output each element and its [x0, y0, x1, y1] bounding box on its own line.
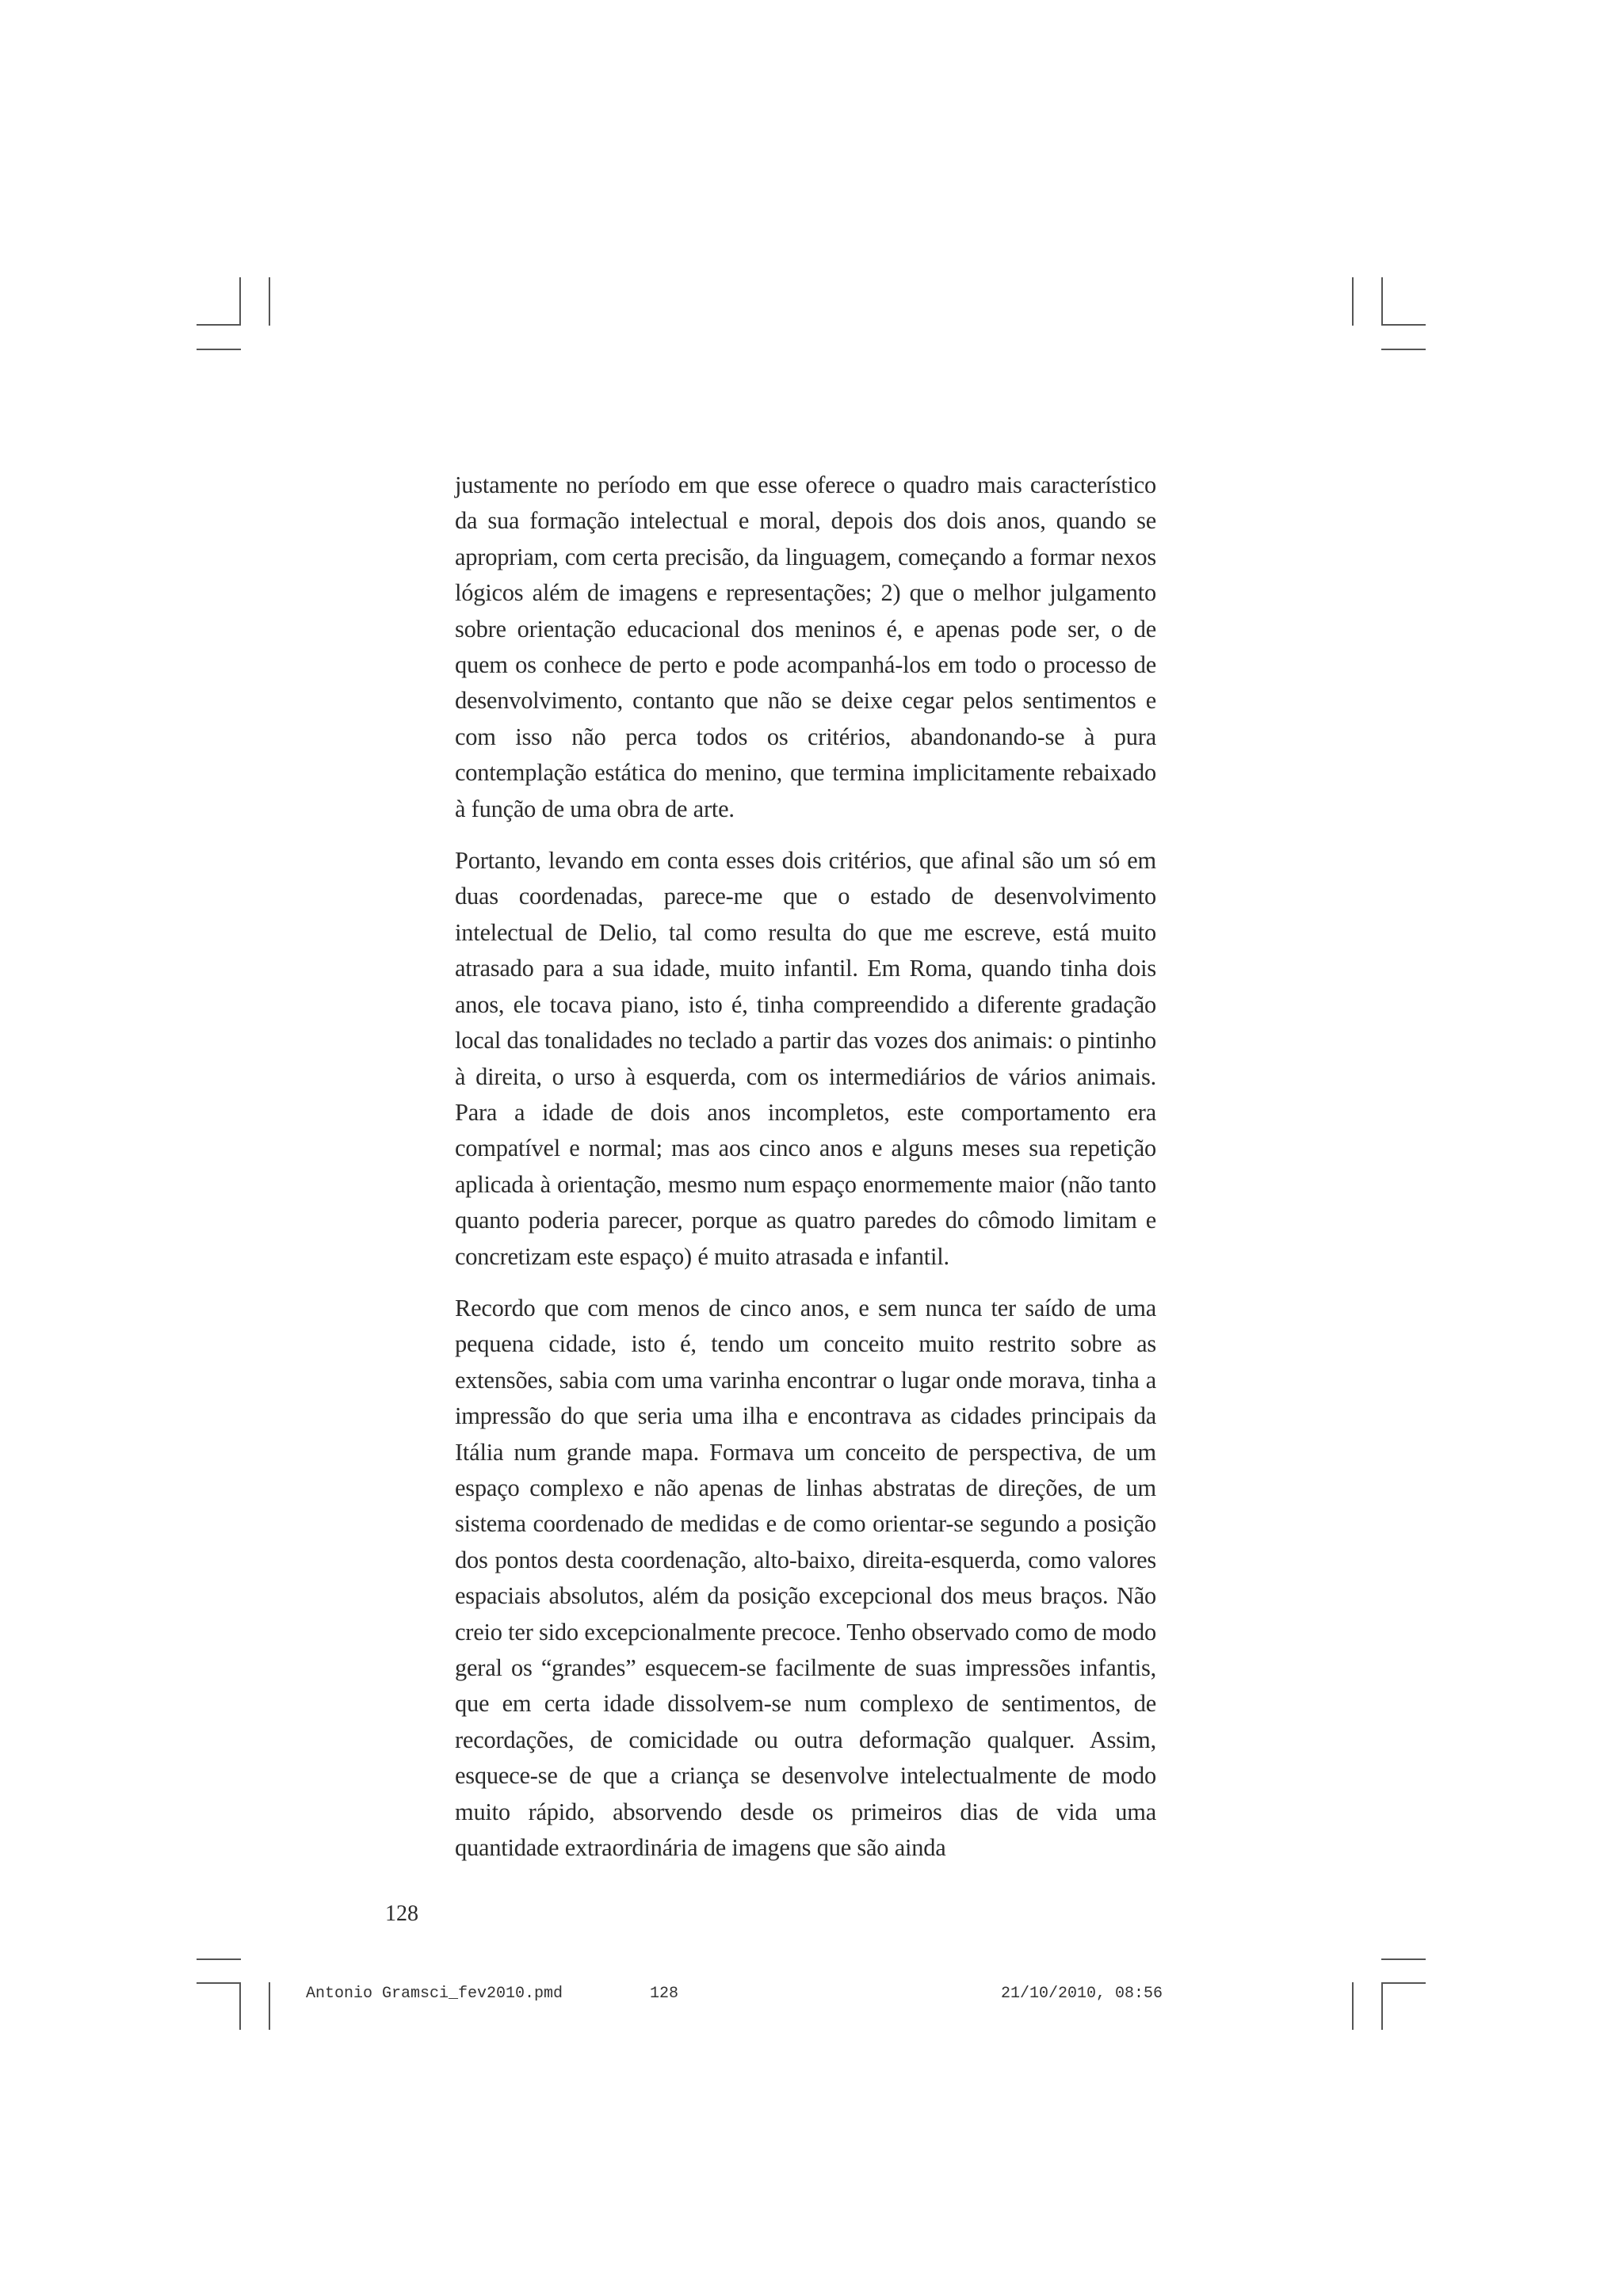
slug-datetime: 21/10/2010, 08:56 [1001, 1985, 1163, 2003]
crop-mark-bottom-left-horizontal [197, 1982, 241, 1984]
crop-mark-top-left-vertical [239, 277, 241, 326]
paragraph-3: Recordo que com menos de cinco anos, e sem nunca ter saído de uma pequena cidade, isto é, tendo um conceito muito restrito sobre as extensões, sabia com uma varinha encontrar o lugar onde morava, tinha a impressão do que seria uma ilha e encontrava as cidades principais da Itália num grande mapa. Formava um conceito de perspectiva, de um espaço complexo e não apenas de linhas abstratas de direções, de um sistema coordenado de medidas e de como orientar-se segundo a posição dos pontos desta coordenação, alto-baixo, direita-esquerda, como valores espaciais absolutos, além da posição excepcional dos meus braços. Não creio ter sido excepcionalmente precoce. Tenho observado como de modo geral os “grandes” esquecem-se facilmente de suas impressões infantis, que em certa idade dissolvem-se num complexo de sentimentos, de recordações, de comicidade ou outra deformação qualquer. Assim, esquece-se de que a criança se desenvolve intelectualmente de modo muito rápido, absorvendo desde os primeiros dias de vida uma quantidade extraordinária de imagens que são ainda [455, 1294, 1156, 1862]
paragraph-2: Portanto, levando em conta esses dois critérios, que afinal são um só em duas coordenadas, parece-me que o estado de desenvolvimento intelectual de Delio, tal como resulta do que me escreve, está muito atrasado para a sua idade, muito infantil. Em Roma, quando tinha dois anos, ele tocava piano, isto é, tinha compreendido a diferente gradação local das tonalidades no teclado a partir das vozes dos animais: o pintinho à direita, o urso à esquerda, com os intermediários de vários animais. Para a idade de dois anos incompletos, este comportamento era compatível e normal; mas aos cinco anos e alguns meses sua repetição aplicada à orientação, mesmo num espaço enormemente maior (não tanto quanto poderia parecer, porque as quatro paredes do cômodo limitam e concretizam este espaço) é muito atrasada e infantil. [455, 847, 1156, 1270]
crop-mark-bottom-right-horizontal [1381, 1982, 1426, 1984]
crop-mark-bottom-left-vertical [239, 1982, 241, 2030]
crop-mark-bottom-right-horizontal-inner [1381, 1958, 1426, 1960]
crop-mark-top-left-horizontal [197, 324, 241, 326]
paragraph-1: justamente no período em que esse oferece o quadro mais característico da sua formação intelectual e moral, depois dos dois anos, quando se apropriam, com certa precisão, da linguagem, começando a formar nexos lógicos além de imagens e representações; 2) que o melhor julgamento sobre orientação educacional dos meninos é, e apenas pode ser, o de quem os conhece de perto e pode acompanhá-los em todo o processo de desenvolvimento, contanto que não se deixe cegar pelos sentimentos e com isso não perca todos os critérios, abandonando-se à pura contemplação estática do menino, que termina implicitamente rebaixado à função de uma obra de arte. [455, 471, 1156, 822]
crop-mark-bottom-right-vertical [1381, 1982, 1383, 2030]
body-text [455, 467, 1156, 1882]
crop-mark-bottom-right-vertical-outer [1352, 1982, 1354, 2030]
crop-mark-top-right-horizontal [1381, 324, 1426, 326]
page-number: 128 [385, 1901, 418, 1926]
crop-mark-top-right-vertical-outer [1352, 277, 1354, 326]
crop-mark-top-left-vertical-outer [269, 277, 270, 326]
crop-mark-top-right-horizontal-inner [1381, 349, 1426, 350]
crop-mark-bottom-left-horizontal-inner [197, 1958, 241, 1960]
crop-mark-bottom-left-vertical-outer [269, 1982, 270, 2030]
slug-page: 128 [650, 1985, 679, 2003]
slug-filename: Antonio Gramsci_fev2010.pmd [306, 1985, 563, 2003]
crop-mark-top-right-vertical [1381, 277, 1383, 326]
crop-mark-top-left-horizontal-inner [197, 349, 241, 350]
